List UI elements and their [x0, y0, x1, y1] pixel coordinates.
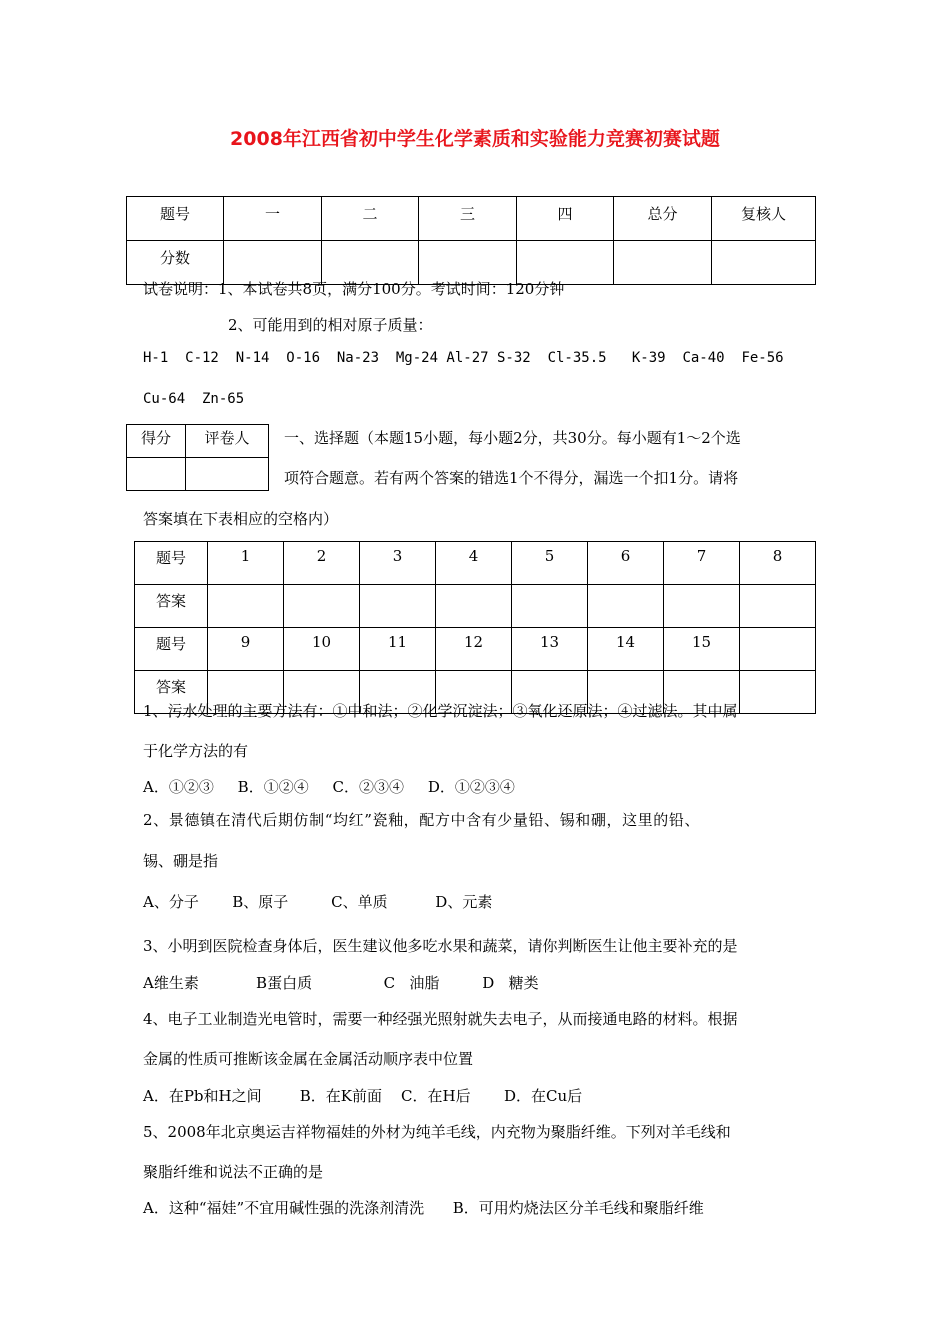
- answer-row-label: 答案: [135, 671, 208, 714]
- answer-cell[interactable]: [512, 585, 588, 628]
- number-row-label: 题号: [135, 628, 208, 671]
- answer-cell[interactable]: [436, 585, 512, 628]
- instructions-line-1: 试卷说明：1、本试卷共8页，满分100分。考试时间：120分钟: [143, 280, 565, 298]
- answer-table: [134, 541, 816, 714]
- answer-cell[interactable]: [284, 585, 360, 628]
- question-2-line-1: 2、景德镇在清代后期仿制“均红”瓷釉，配方中含有少量铅、锡和硼，这里的铅、: [143, 811, 701, 829]
- question-number-cell: 14: [588, 628, 664, 671]
- question-3-line-1: 3、小明到医院检查身体后，医生建议他多吃水果和蔬菜，请你判断医生让他主要补充的是: [143, 937, 738, 955]
- section1-instructions-line-1: 一、选择题（本题15小题，每小题2分，共30分。每小题有1～2个选: [284, 429, 741, 447]
- score-table-header-row: [127, 197, 816, 241]
- question-4-options: A．在Pb和H之间 B．在K前面 C．在H后 D．在Cu后: [143, 1087, 583, 1105]
- atomic-masses-line-2: Cu-64 Zn-65: [143, 391, 245, 407]
- answer-row-label: 答案: [135, 585, 208, 628]
- atomic-masses-line-1: H-1 C-12 N-14 O-16 Na-23 Mg-24 Al-27 S-32 Cl-35.5 K-39 Ca-40 Fe-56: [143, 350, 784, 366]
- grader-name-cell[interactable]: [186, 458, 269, 491]
- question-number-cell: [740, 628, 816, 671]
- number-row-label: 题号: [135, 542, 208, 585]
- question-4-line-2: 金属的性质可推断该金属在金属活动顺序表中位置: [143, 1050, 474, 1068]
- answer-cell[interactable]: [360, 585, 436, 628]
- score-header-cell: 四: [517, 197, 614, 241]
- question-number-cell: 11: [360, 628, 436, 671]
- answer-cell[interactable]: [208, 585, 284, 628]
- question-5-line-2: 聚脂纤维和说法不正确的是: [143, 1163, 324, 1181]
- grader-table: [126, 424, 269, 491]
- question-number-cell: 9: [208, 628, 284, 671]
- question-number-cell: 3: [360, 542, 436, 585]
- section1-instructions-line-3: 答案填在下表相应的空格内）: [143, 510, 339, 528]
- answer-table-number-row: [135, 542, 816, 585]
- score-header-cell: 三: [419, 197, 517, 241]
- question-1-line-1: 1、污水处理的主要方法有：①中和法；②化学沉淀法；③氧化还原法；④过滤法。其中属: [143, 702, 738, 720]
- score-header-cell: 一: [224, 197, 322, 241]
- instructions-line-2: 2、可能用到的相对原子质量：: [228, 316, 433, 334]
- answer-table-answer-row: [135, 585, 816, 628]
- question-1-options: A．①②③ B．①②④ C．②③④ D．①②③④: [143, 778, 515, 796]
- answer-cell[interactable]: [664, 585, 740, 628]
- question-4-line-1: 4、电子工业制造光电管时，需要一种经强光照射就失去电子，从而接通电路的材料。根据: [143, 1010, 738, 1028]
- score-cell[interactable]: [614, 241, 712, 285]
- question-number-cell: 4: [436, 542, 512, 585]
- question-number-cell: 8: [740, 542, 816, 585]
- question-number-cell: 1: [208, 542, 284, 585]
- question-1-line-2: 于化学方法的有: [143, 742, 249, 760]
- question-number-cell: 2: [284, 542, 360, 585]
- question-5-line-1: 5、2008年北京奥运吉祥物福娃的外材为纯羊毛线，内充物为聚脂纤维。下列对羊毛线和: [143, 1123, 731, 1141]
- question-number-cell: 6: [588, 542, 664, 585]
- question-5-options: A．这种“福娃”不宜用碱性强的洗涤剂清洗 B．可用灼烧法区分羊毛线和聚脂纤维: [143, 1199, 704, 1217]
- grader-score-cell[interactable]: [127, 458, 186, 491]
- score-header-cell: 复核人: [712, 197, 816, 241]
- question-number-cell: 15: [664, 628, 740, 671]
- question-3-options: A维生素 B蛋白质 C 油脂 D 糖类: [143, 974, 539, 992]
- section1-instructions-line-2: 项符合题意。若有两个答案的错选1个不得分，漏选一个扣1分。请将: [284, 469, 739, 487]
- grader-score-label: 得分: [127, 425, 186, 458]
- question-number-cell: 5: [512, 542, 588, 585]
- answer-cell[interactable]: [740, 671, 816, 714]
- score-header-cell: 总分: [614, 197, 712, 241]
- question-number-cell: 7: [664, 542, 740, 585]
- grader-name-label: 评卷人: [186, 425, 269, 458]
- score-header-cell: 题号: [127, 197, 224, 241]
- answer-table-number-row: [135, 628, 816, 671]
- question-number-cell: 13: [512, 628, 588, 671]
- answer-cell[interactable]: [740, 585, 816, 628]
- question-number-cell: 10: [284, 628, 360, 671]
- score-cell[interactable]: [712, 241, 816, 285]
- question-2-line-2: 锡、硼是指: [143, 852, 219, 870]
- question-number-cell: 12: [436, 628, 512, 671]
- score-row-label: 分数: [127, 241, 224, 285]
- score-header-cell: 二: [322, 197, 419, 241]
- answer-cell[interactable]: [588, 585, 664, 628]
- question-2-options: A、分子 B、原子 C、单质 D、元素: [143, 893, 493, 911]
- page-title: 2008年江西省初中学生化学素质和实验能力竞赛初赛试题: [230, 128, 720, 150]
- score-table: [126, 196, 816, 285]
